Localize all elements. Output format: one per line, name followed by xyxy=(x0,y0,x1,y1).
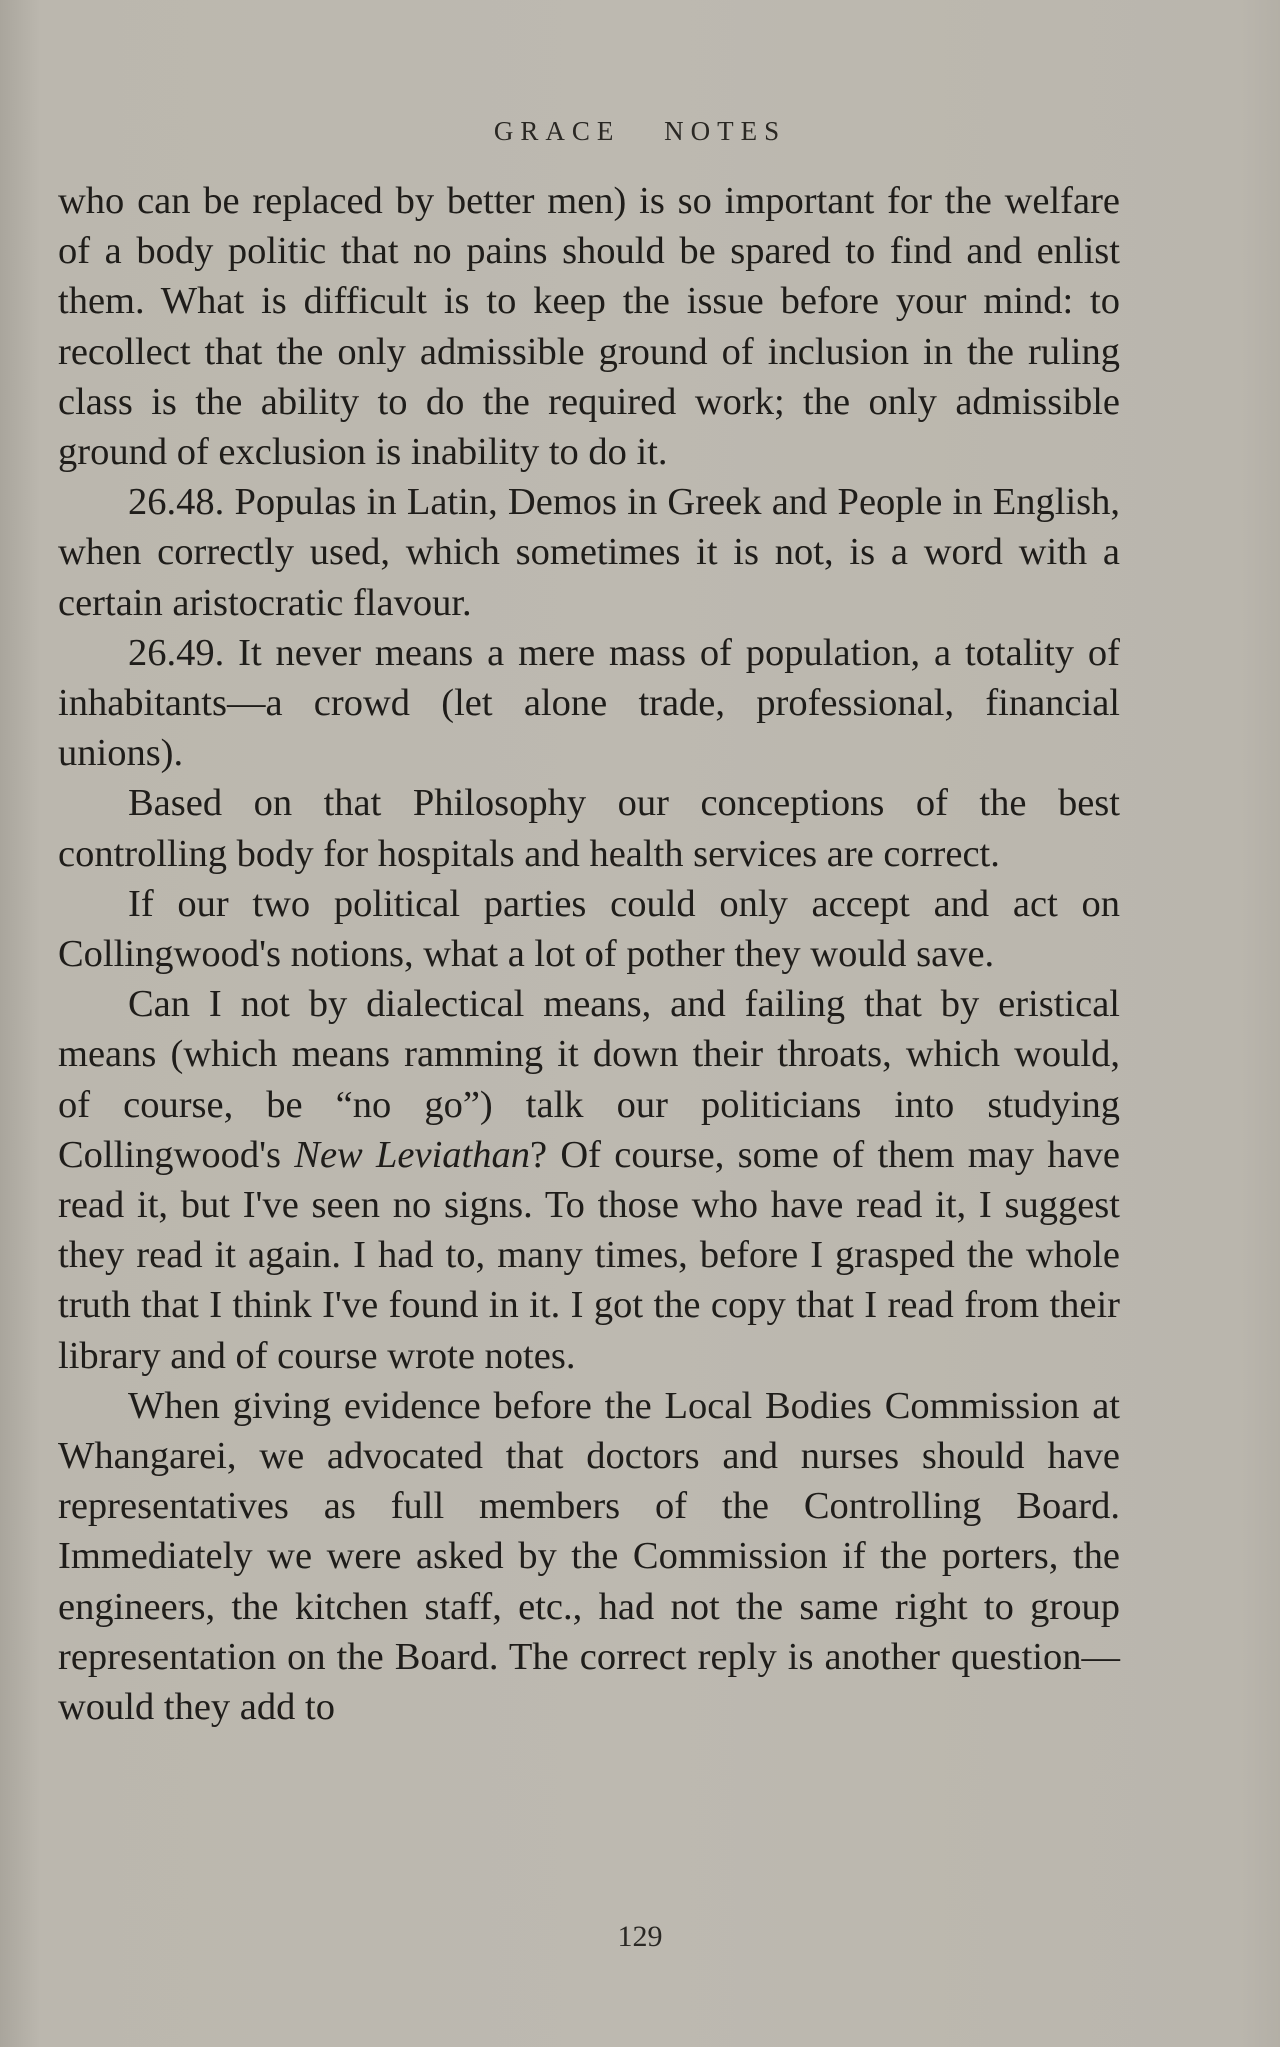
paragraph: If our two political parties could only accept and act on Collingwood's notions, what a lot of pother they would save. xyxy=(58,882,1120,976)
paragraph xyxy=(58,979,1120,1381)
paragraph-text: Can I not by dialectical means, and failing that by eristical means (which means ramming it down their throats, which would, of course, be “no go”) talk our politicians into studying Collingwood's xyxy=(58,983,1120,1176)
paragraph: who can be replaced by better men) is so important for the welfare of a body politic that no pains should be spared to find and enlist them. What is difficult is to keep the issue before your mind: to recollect that the only admissible ground of inclusion in the ruling class is the ability to do the required work; the only admissible ground of exclusion is inability to do it. xyxy=(58,180,1120,474)
paragraph: When giving evidence before the Local Bodies Commission at Whangarei, we advocated that doctors and nurses should have representatives as full members of the Controlling Board. Immediately we were asked by the Commission if the porters, the engineers, the kitchen staff, etc., had not the same right to group representation on the Board. The correct reply is another question—would they add to xyxy=(58,1384,1120,1729)
paragraph: 26.48. Populas in Latin, Demos in Greek and People in English, when correctly used, which sometimes it is not, is a word with a certain aristocratic flavour. xyxy=(58,481,1120,624)
book-title: New Leviathan xyxy=(294,1133,530,1176)
running-head: GRACE NOTES xyxy=(493,116,787,146)
body-text xyxy=(58,176,1120,1732)
page-number: 129 xyxy=(617,1920,663,1953)
paragraph: 26.49. It never means a mere mass of population, a totality of inhabitants—a crowd (let alone trade, professional, financial unions). xyxy=(58,631,1120,775)
paragraph-text: ? Of course, some of them may have read it, but I've seen no signs. To those who have read it, I suggest they read it again. I had to, many times, before I grasped the whole truth that I think I've found in it. I got the copy that I read from their library and of course wrote notes. xyxy=(58,1133,1120,1377)
paragraph: Based on that Philosophy our conceptions of the best controlling body for hospitals and health services are correct. xyxy=(58,782,1120,875)
